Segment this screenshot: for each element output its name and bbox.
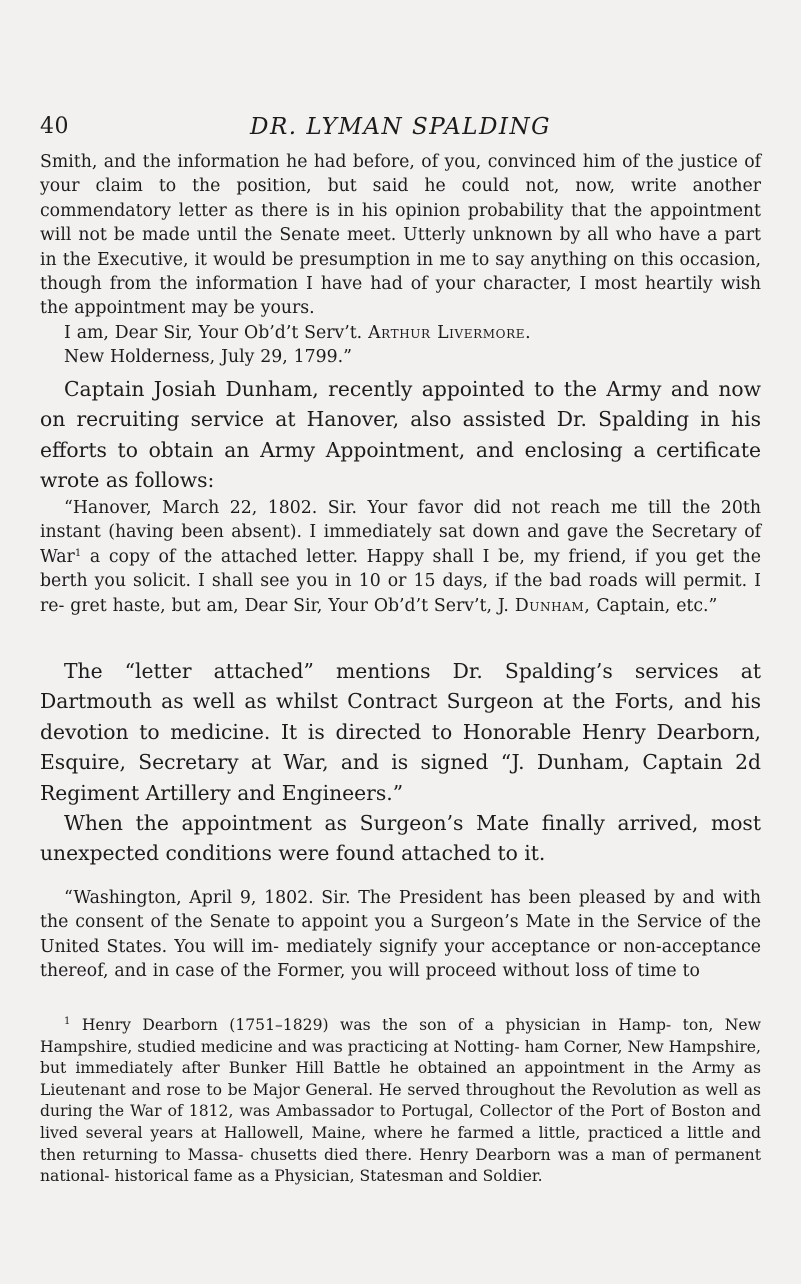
quoted-letter-livermore xyxy=(40,150,761,370)
footnote-reference: 1 xyxy=(74,547,82,559)
letter-text: “Hanover, March 22, 1802. Sir. Your favor did not reach me till the 20th instant (having been absent). I immediately sat down and gave the Secretary of War xyxy=(40,498,761,567)
footnote xyxy=(40,1015,761,1188)
letter-text: Captain, etc.” xyxy=(590,595,718,616)
quoted-letter-dunham xyxy=(40,496,761,618)
footnote-text xyxy=(40,1015,761,1188)
letter-closing xyxy=(40,321,761,345)
narrative-paragraph: The “letter attached” mentions Dr. Spalding’s services at Dartmouth as well as whilst Contract Surgeon at the Forts, and his devotion to medicine. It is directed to Honorable Henry Dearborn, Esquire, Secretary at War, and is signed “J. Dunham, Captain 2d Regiment Artillery and Engineers.” xyxy=(40,659,761,805)
running-title: DR. LYMAN SPALDING xyxy=(250,114,551,140)
footnote-marker: 1 xyxy=(64,1016,71,1027)
page-number: 40 xyxy=(40,114,69,139)
letter-paragraph: “Washington, April 9, 1802. Sir. The President has been pleased by and with the consent of the Senate to appoint you a Surgeon’s Mate in the Service of the United States. You will im- mediately signify your acceptance or non-acceptance thereof, and in case of the Former, you will proceed without loss of time to xyxy=(40,888,761,982)
letter-paragraph: Smith, and the information he had before, of you, convinced him of the justice of your claim to the position, but said he could not, now, write another commendatory letter as there is in his opinion probability that the appointment will not be made until the Senate meet. Utterly unknown by all who have a part in the Executive, it would be presumption in me to say anything on this occasion, though from the information I have had of your character, I most heartily wish the appointment may be yours. xyxy=(40,152,761,319)
narrative-letter-attached xyxy=(40,656,761,869)
letter-dateline: New Holderness, July 29, 1799.” xyxy=(64,347,352,368)
letter-text: a copy of the attached letter. Happy shall I be, my friend, if you get the berth you solicit. I shall see you in 10 or 15 days, if the bad roads will permit. I re- gret haste, but am, Dear Sir, Your Ob’d’t Serv’t, J. xyxy=(40,546,761,616)
narrative-paragraph: When the appointment as Surgeon’s Mate finally arrived, most unexpected conditions were found attached to it. xyxy=(40,811,761,866)
signer-name: Dunham, xyxy=(514,595,591,616)
book-page xyxy=(40,0,761,1284)
closing-text: I am, Dear Sir, Your Ob’d’t Serv’t. xyxy=(64,322,363,343)
narrative-paragraph: Captain Josiah Dunham, recently appointed to the Army and now on recruiting service at Hanover, also assisted Dr. Spalding in his efforts to obtain an Army Appointment, and enclosing a certificate wrote as follows: xyxy=(40,377,761,493)
running-head xyxy=(40,114,761,146)
quoted-letter-washington xyxy=(40,886,761,984)
narrative-dunham xyxy=(40,374,761,496)
footnote-body: Henry Dearborn (1751–1829) was the son of a physician in Hamp- ton, New Hampshire, studied medicine and was practicing at Notting- ham Corner, New Hampshire, but immediately after Bunker Hill Battle he obtained an appointment in the Army as Lieutenant and rose to be Major General. He served throughout the Revolution as well as during the War of 1812, was Ambassador to Portugal, Collector of the Port of Boston and lived several years at Hallowell, Maine, where he farmed a little, practiced a little and then returning to Massa- chusetts died there. Henry Dearborn was a man of permanent national- historical fame as a Physician, Statesman and Soldier. xyxy=(40,1016,761,1186)
signer-name: Arthur Livermore. xyxy=(368,322,532,343)
letter-paragraph xyxy=(40,496,761,618)
